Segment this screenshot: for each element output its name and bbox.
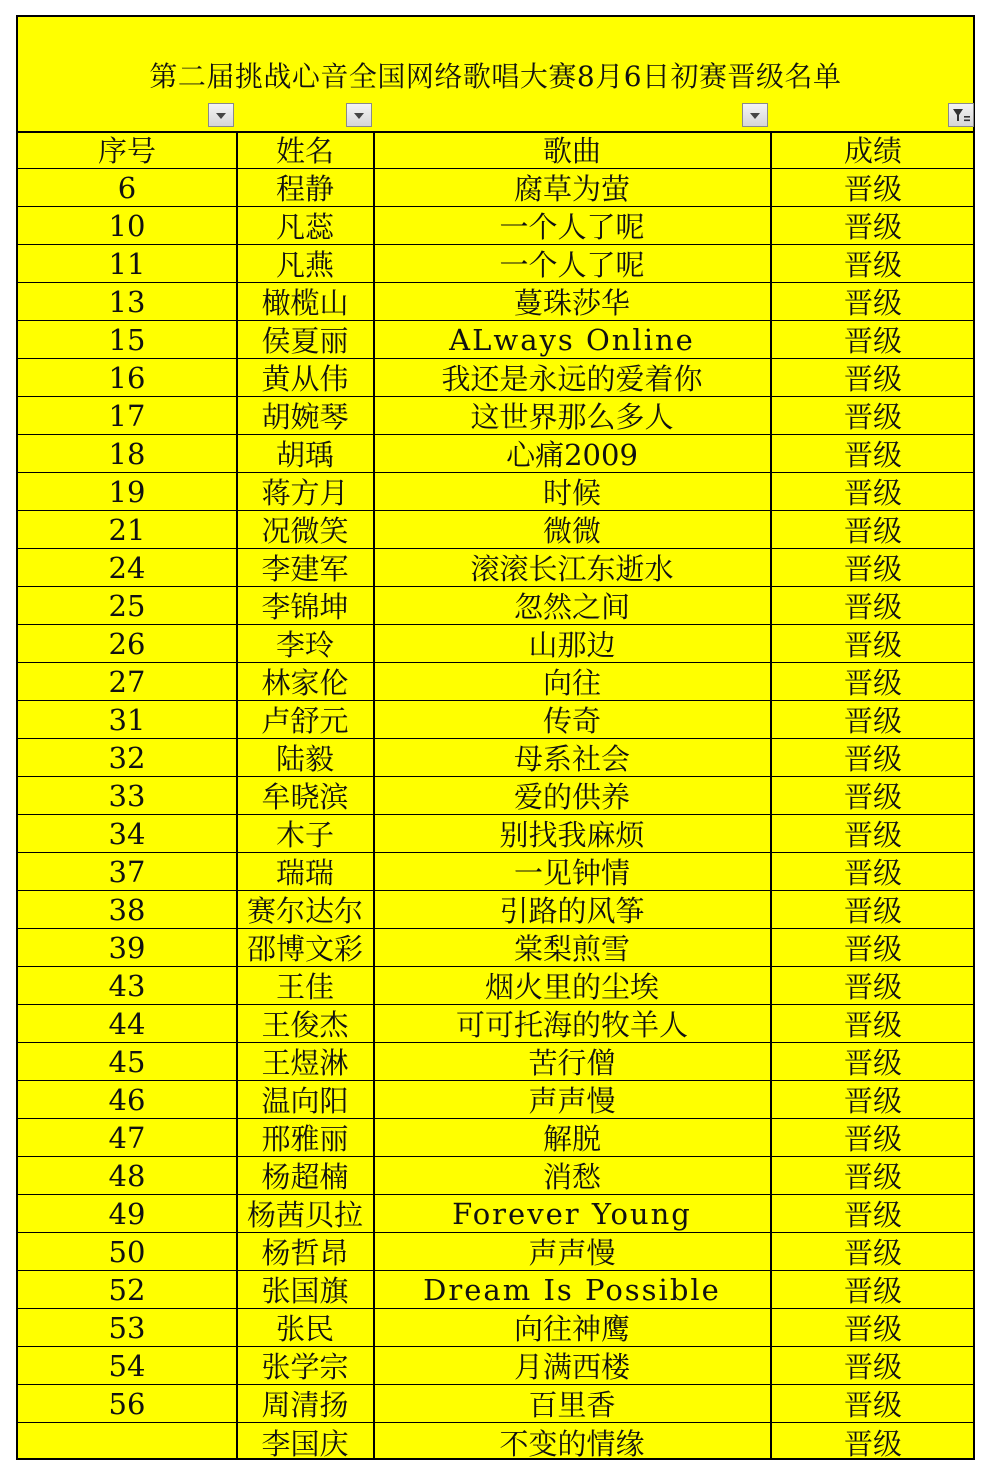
filter-active-icon bbox=[949, 104, 973, 126]
cell-name[interactable]: 况微笑 bbox=[261, 514, 349, 548]
cell-result[interactable]: 晋级 bbox=[843, 1198, 902, 1232]
cell-name[interactable]: 李锦坤 bbox=[261, 590, 349, 624]
cell-name[interactable]: 张国旗 bbox=[261, 1274, 349, 1308]
table-row bbox=[18, 929, 973, 967]
cell-song[interactable]: 烟火里的尘埃 bbox=[484, 970, 659, 1004]
header-song[interactable]: 歌曲 bbox=[542, 134, 601, 168]
table-row bbox=[18, 511, 973, 549]
table-row bbox=[18, 815, 973, 853]
cell-name[interactable]: 周清扬 bbox=[261, 1388, 349, 1422]
cell-number[interactable]: 53 bbox=[108, 1310, 146, 1345]
cell-result[interactable]: 晋级 bbox=[843, 248, 902, 282]
cell-number[interactable]: 33 bbox=[108, 778, 146, 813]
cell-song[interactable]: 一个人了呢 bbox=[499, 210, 645, 244]
table-row bbox=[18, 169, 973, 207]
cell-result[interactable]: 晋级 bbox=[843, 1236, 902, 1270]
cell-name[interactable]: 牟晓滨 bbox=[261, 780, 349, 814]
cell-name[interactable]: 赛尔达尔 bbox=[246, 894, 363, 928]
table-row bbox=[18, 587, 973, 625]
cell-number[interactable]: 24 bbox=[108, 550, 146, 585]
cell-result[interactable]: 晋级 bbox=[843, 1350, 902, 1384]
table-row bbox=[18, 549, 973, 587]
filter-dropdown-result[interactable] bbox=[948, 103, 974, 127]
cell-number[interactable]: 19 bbox=[108, 474, 146, 509]
cell-name[interactable]: 胡婉琴 bbox=[261, 400, 349, 434]
cell-song[interactable]: 我还是永远的爱着你 bbox=[441, 362, 703, 396]
cell-result[interactable]: 晋级 bbox=[843, 590, 902, 624]
table-body bbox=[18, 131, 973, 1461]
cell-number[interactable]: 56 bbox=[108, 1386, 146, 1421]
cell-number[interactable]: 32 bbox=[108, 740, 146, 775]
cell-name[interactable]: 橄榄山 bbox=[261, 286, 349, 320]
table-row bbox=[18, 1005, 973, 1043]
cell-name[interactable]: 温向阳 bbox=[261, 1084, 349, 1118]
cell-song[interactable]: 一见钟情 bbox=[513, 856, 630, 890]
cell-number[interactable]: 11 bbox=[108, 246, 146, 281]
cell-song[interactable]: 向往 bbox=[542, 666, 601, 700]
table-row bbox=[18, 739, 973, 777]
cell-name[interactable]: 李国庆 bbox=[261, 1426, 349, 1461]
cell-name[interactable]: 黄从伟 bbox=[261, 362, 349, 396]
table-row bbox=[18, 777, 973, 815]
table-row bbox=[18, 853, 973, 891]
header-row bbox=[18, 131, 973, 169]
filter-dropdown-xuhao[interactable] bbox=[208, 103, 234, 127]
cell-result[interactable]: 晋级 bbox=[843, 362, 902, 396]
cell-number[interactable]: 43 bbox=[108, 968, 146, 1003]
cell-song[interactable]: 心痛2009 bbox=[506, 438, 638, 472]
cell-number[interactable]: 34 bbox=[108, 816, 146, 851]
cell-song[interactable]: 月满西楼 bbox=[513, 1350, 630, 1384]
table-row bbox=[18, 321, 973, 359]
cell-name[interactable]: 张学宗 bbox=[261, 1350, 349, 1384]
table-row bbox=[18, 283, 973, 321]
cell-result[interactable]: 晋级 bbox=[843, 628, 902, 662]
table-row bbox=[18, 1271, 973, 1309]
cell-song[interactable]: 不变的情缘 bbox=[499, 1426, 645, 1461]
cell-result[interactable]: 晋级 bbox=[843, 400, 902, 434]
table-row bbox=[18, 397, 973, 435]
cell-name[interactable]: 王俊杰 bbox=[261, 1008, 349, 1042]
cell-result[interactable]: 晋级 bbox=[843, 1274, 902, 1308]
table-row bbox=[18, 359, 973, 397]
cell-result[interactable]: 晋级 bbox=[843, 552, 902, 586]
cell-song[interactable]: 母系社会 bbox=[513, 742, 630, 776]
cell-song[interactable]: 这世界那么多人 bbox=[470, 400, 674, 434]
cell-name[interactable]: 李玲 bbox=[275, 628, 334, 662]
cell-number[interactable]: 17 bbox=[108, 398, 146, 433]
cell-number[interactable]: 31 bbox=[108, 702, 146, 737]
table-row bbox=[18, 473, 973, 511]
cell-number[interactable]: 18 bbox=[108, 436, 146, 471]
header-xuhao[interactable]: 序号 bbox=[97, 134, 156, 168]
table-row bbox=[18, 967, 973, 1005]
cell-song[interactable]: 消愁 bbox=[542, 1160, 601, 1194]
cell-result[interactable]: 晋级 bbox=[843, 210, 902, 244]
cell-song[interactable]: 棠梨煎雪 bbox=[513, 932, 630, 966]
table-row bbox=[18, 207, 973, 245]
cell-number[interactable]: 47 bbox=[108, 1120, 146, 1155]
title-band bbox=[18, 17, 973, 133]
cell-song[interactable]: 滚滚长江东逝水 bbox=[470, 552, 674, 586]
table-row bbox=[18, 1423, 973, 1461]
cell-result[interactable]: 晋级 bbox=[843, 780, 902, 814]
table-row bbox=[18, 1347, 973, 1385]
cell-result[interactable]: 晋级 bbox=[843, 286, 902, 320]
cell-number[interactable]: 26 bbox=[108, 626, 146, 661]
dropdown-arrow-icon bbox=[347, 104, 371, 126]
cell-result[interactable]: 晋级 bbox=[843, 514, 902, 548]
cell-name[interactable]: 凡蕊 bbox=[275, 210, 334, 244]
cell-result[interactable]: 晋级 bbox=[843, 704, 902, 738]
cell-number[interactable]: 49 bbox=[108, 1196, 146, 1231]
cell-song[interactable]: 可可托海的牧羊人 bbox=[455, 1008, 688, 1042]
cell-number[interactable]: 37 bbox=[108, 854, 146, 889]
cell-song[interactable]: 传奇 bbox=[542, 704, 601, 738]
cell-name[interactable]: 邵博文彩 bbox=[246, 932, 363, 966]
cell-song[interactable]: 声声慢 bbox=[528, 1084, 616, 1118]
cell-number[interactable]: 45 bbox=[108, 1044, 146, 1079]
table-row bbox=[18, 625, 973, 663]
cell-name[interactable]: 胡瑀 bbox=[275, 438, 334, 472]
table-row bbox=[18, 1157, 973, 1195]
cell-name[interactable]: 杨茜贝拉 bbox=[246, 1198, 363, 1232]
table-row bbox=[18, 1081, 973, 1119]
cell-result[interactable]: 晋级 bbox=[843, 1388, 902, 1422]
table-row bbox=[18, 1385, 973, 1423]
cell-name[interactable]: 瑞瑞 bbox=[275, 856, 334, 890]
cell-song[interactable]: 微微 bbox=[542, 514, 601, 548]
cell-song[interactable]: 爱的供养 bbox=[513, 780, 630, 814]
table-row bbox=[18, 701, 973, 739]
cell-result[interactable]: 晋级 bbox=[843, 1084, 902, 1118]
cell-number[interactable]: 6 bbox=[117, 170, 137, 205]
table-row bbox=[18, 1043, 973, 1081]
cell-number[interactable]: 15 bbox=[108, 322, 146, 357]
cell-result[interactable]: 晋级 bbox=[843, 970, 902, 1004]
cell-number[interactable]: 21 bbox=[108, 512, 146, 547]
cell-result[interactable]: 晋级 bbox=[843, 1008, 902, 1042]
cell-result[interactable]: 晋级 bbox=[843, 1426, 902, 1461]
cell-song[interactable]: 山那边 bbox=[528, 628, 616, 662]
cell-name[interactable]: 王佳 bbox=[275, 970, 334, 1004]
cell-number[interactable]: 39 bbox=[108, 930, 146, 965]
dropdown-arrow-icon bbox=[743, 104, 767, 126]
cell-song[interactable]: 蔓珠莎华 bbox=[513, 286, 630, 320]
table-row bbox=[18, 1119, 973, 1157]
cell-number[interactable]: 10 bbox=[108, 208, 146, 243]
cell-name[interactable]: 邢雅丽 bbox=[261, 1122, 349, 1156]
cell-result[interactable]: 晋级 bbox=[843, 1160, 902, 1194]
table-row bbox=[18, 663, 973, 701]
cell-result[interactable]: 晋级 bbox=[843, 172, 902, 206]
header-result[interactable]: 成绩 bbox=[843, 134, 902, 168]
filter-dropdown-name[interactable] bbox=[346, 103, 372, 127]
cell-name[interactable]: 陆毅 bbox=[275, 742, 334, 776]
cell-result[interactable]: 晋级 bbox=[843, 1312, 902, 1346]
cell-name[interactable]: 侯夏丽 bbox=[261, 324, 349, 358]
table-row bbox=[18, 1195, 973, 1233]
table-row bbox=[18, 245, 973, 283]
sheet-title: 第二届挑战心音全国网络歌唱大赛8月6日初赛晋级名单 bbox=[149, 60, 842, 93]
cell-song[interactable]: ALways Online bbox=[449, 322, 695, 357]
cell-result[interactable]: 晋级 bbox=[843, 1122, 902, 1156]
cell-number[interactable] bbox=[18, 1423, 236, 1461]
cell-result[interactable]: 晋级 bbox=[843, 438, 902, 472]
cell-name[interactable]: 程静 bbox=[275, 172, 334, 206]
cell-song[interactable]: 百里香 bbox=[528, 1388, 616, 1422]
cell-name[interactable]: 卢舒元 bbox=[261, 704, 349, 738]
cell-song[interactable]: 忽然之间 bbox=[513, 590, 630, 624]
cell-song[interactable]: 引路的风筝 bbox=[499, 894, 645, 928]
cell-name[interactable]: 木子 bbox=[275, 818, 334, 852]
cell-name[interactable]: 杨哲昂 bbox=[261, 1236, 349, 1270]
cell-number[interactable]: 13 bbox=[108, 284, 146, 319]
header-name[interactable]: 姓名 bbox=[275, 134, 334, 168]
cell-song[interactable]: 向往神鹰 bbox=[513, 1312, 630, 1346]
table-row bbox=[18, 435, 973, 473]
cell-result[interactable]: 晋级 bbox=[843, 666, 902, 700]
cell-song[interactable]: 解脱 bbox=[542, 1122, 601, 1156]
cell-song[interactable]: 时候 bbox=[542, 476, 601, 510]
cell-number[interactable]: 44 bbox=[108, 1006, 146, 1041]
cell-song[interactable]: 一个人了呢 bbox=[499, 248, 645, 282]
cell-result[interactable]: 晋级 bbox=[843, 818, 902, 852]
cell-number[interactable]: 54 bbox=[108, 1348, 146, 1383]
cell-result[interactable]: 晋级 bbox=[843, 476, 902, 510]
cell-name[interactable]: 杨超楠 bbox=[261, 1160, 349, 1194]
table-row bbox=[18, 1233, 973, 1271]
cell-number[interactable]: 38 bbox=[108, 892, 146, 927]
cell-song[interactable]: 腐草为萤 bbox=[513, 172, 630, 206]
cell-number[interactable]: 27 bbox=[108, 664, 146, 699]
spreadsheet bbox=[16, 15, 975, 1460]
cell-song[interactable]: 声声慢 bbox=[528, 1236, 616, 1270]
cell-result[interactable]: 晋级 bbox=[843, 1046, 902, 1080]
cell-number[interactable]: 52 bbox=[108, 1272, 146, 1307]
filter-dropdown-song[interactable] bbox=[742, 103, 768, 127]
cell-name[interactable]: 张民 bbox=[275, 1312, 334, 1346]
cell-number[interactable]: 48 bbox=[108, 1158, 146, 1193]
table-row bbox=[18, 891, 973, 929]
table-row bbox=[18, 1309, 973, 1347]
cell-result[interactable]: 晋级 bbox=[843, 324, 902, 358]
cell-song[interactable]: 别找我麻烦 bbox=[499, 818, 645, 852]
cell-name[interactable]: 蒋方月 bbox=[261, 476, 349, 510]
cell-number[interactable]: 16 bbox=[108, 360, 146, 395]
dropdown-arrow-icon bbox=[209, 104, 233, 126]
cell-result[interactable]: 晋级 bbox=[843, 932, 902, 966]
cell-number[interactable]: 46 bbox=[108, 1082, 146, 1117]
cell-name[interactable]: 李建军 bbox=[261, 552, 349, 586]
cell-name[interactable]: 林家伦 bbox=[261, 666, 349, 700]
cell-song[interactable]: 苦行僧 bbox=[528, 1046, 616, 1080]
cell-result[interactable]: 晋级 bbox=[843, 856, 902, 890]
cell-name[interactable]: 凡燕 bbox=[275, 248, 334, 282]
cell-name[interactable]: 王煜淋 bbox=[261, 1046, 349, 1080]
cell-result[interactable]: 晋级 bbox=[843, 742, 902, 776]
cell-song[interactable]: Forever Young bbox=[452, 1196, 692, 1231]
cell-number[interactable]: 50 bbox=[108, 1234, 146, 1269]
cell-number[interactable]: 25 bbox=[108, 588, 146, 623]
cell-result[interactable]: 晋级 bbox=[843, 894, 902, 928]
cell-song[interactable]: Dream Is Possible bbox=[423, 1272, 721, 1307]
